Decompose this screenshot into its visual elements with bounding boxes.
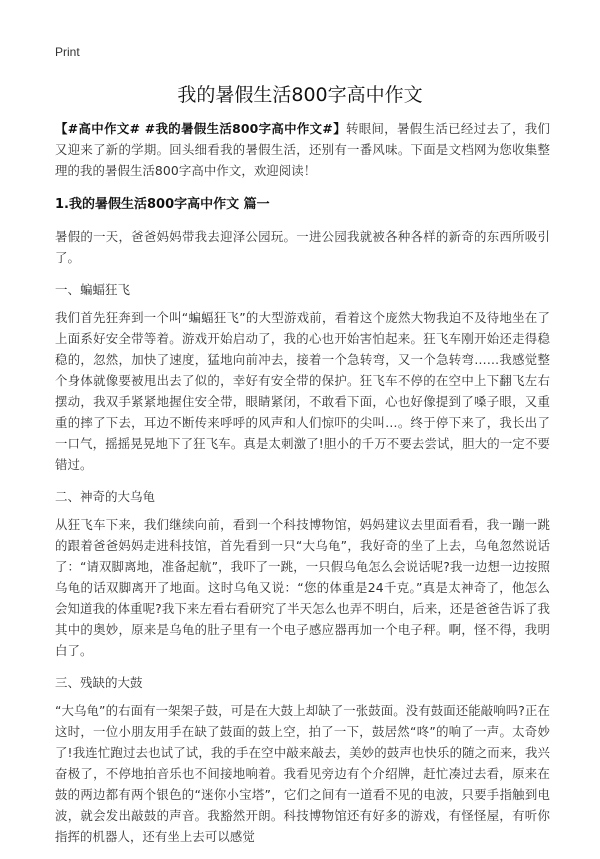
section-heading-2: 二、神奇的大乌龟 [55, 489, 156, 504]
section-text-1: 我们首先狂奔到一个叫“蝙蝠狂飞”的大型游戏前，看着这个庞然大物我迫不及待地坐在了上面系好安全带等着。游戏开始启动了，我的心也开始害怕起来。狂飞车刚开始还走得稳稳的，忽然，加快了速度，猛地向前冲去，接着一个急转弯，又一个急转弯……我感觉整个身体就像要被甩出去了似的，幸好有安全带的保护。狂飞车不停的在空中上下翻飞左右摆动，我双手紧紧地握住安全带，眼睛紧闭，不敢看下面，心也好像提到了嗓子眼，又重重的摔了下去，耳边不断传来呼呼的风声和人们惊吓的尖叫…。终于停下来了，我长出了一口气，摇摇晃晃地下了狂飞车。真是太刺激了!胆小的千万不要去尝试，胆大的一定不要错过。 [55, 310, 550, 472]
intro-tag: 【#高中作文# #我的暑假生活800字高中作文#】 [55, 121, 346, 136]
article-body [55, 118, 550, 859]
section-heading-3: 三、残缺的大鼓 [55, 675, 143, 690]
article-heading: 1.我的暑假生活800字高中作文 篇一 [55, 197, 270, 212]
section-heading-1: 一、蝙蝠狂飞 [55, 282, 131, 297]
intro-paragraph [55, 118, 550, 181]
opening-paragraph: 暑假的一天，爸爸妈妈带我去迎泽公园玩。一进公园我就被各种各样的新奇的东西所吸引了。 [55, 229, 550, 265]
section-text-3: “大乌龟”的右面有一架架子鼓，可是在大鼓上却缺了一张鼓面。没有鼓面还能敲响吗?正在这时，一位小朋友用手在缺了鼓面的鼓上空，拍了一下，鼓居然“咚”的响了一声。太奇妙了!我连忙跑过去也试了试，我的手在空中敲来敲去，美妙的鼓声也快乐的随之而来，我兴奋极了，不停地拍音乐也不间接地响着。我看见旁边有个介绍牌，赶忙凑过去看，原来在鼓的两边都有两个银色的“迷你小宝塔”，它们之间有一道看不见的电波，只要手指触到电波，就会发出敲鼓的声音。我豁然开朗。科技博物馆还有好多的游戏，有怪怪屋，有听你指挥的机器人，还有坐上去可以感觉 [55, 703, 550, 844]
print-label[interactable]: Print [55, 45, 80, 59]
page-title: 我的暑假生活800字高中作文 [177, 84, 423, 106]
section-text-2: 从狂飞车下来，我们继续向前，看到一个科技博物馆，妈妈建议去里面看看，我一蹦一跳的跟着爸爸妈妈走进科技馆，首先看到一只“大乌龟”，我好奇的坐了上去，乌龟忽然说话了：“请双脚离地，准备起航”，我吓了一跳，一只假乌龟怎么会说话呢?我一边想一边按照乌龟的话双脚离开了地面。这时乌龟又说：“您的体重是24千克。”真是太神奇了，他怎么会知道我的体重呢?我下来左看右看研究了半天怎么也弄不明白，后来，还是爸爸告诉了我其中的奥妙，原来是乌龟的肚子里有一个电子感应器再加一个电子秤。啊，怪不得，我明白了。 [55, 517, 550, 658]
intro-text: 转眼间，暑假生活已经过去了，我们又迎来了新的学期。回头细看我的暑假生活，还别有一番风味。下面是文档网为您收集整理的我的暑假生活800字高中作文，欢迎阅读！ [55, 121, 550, 178]
